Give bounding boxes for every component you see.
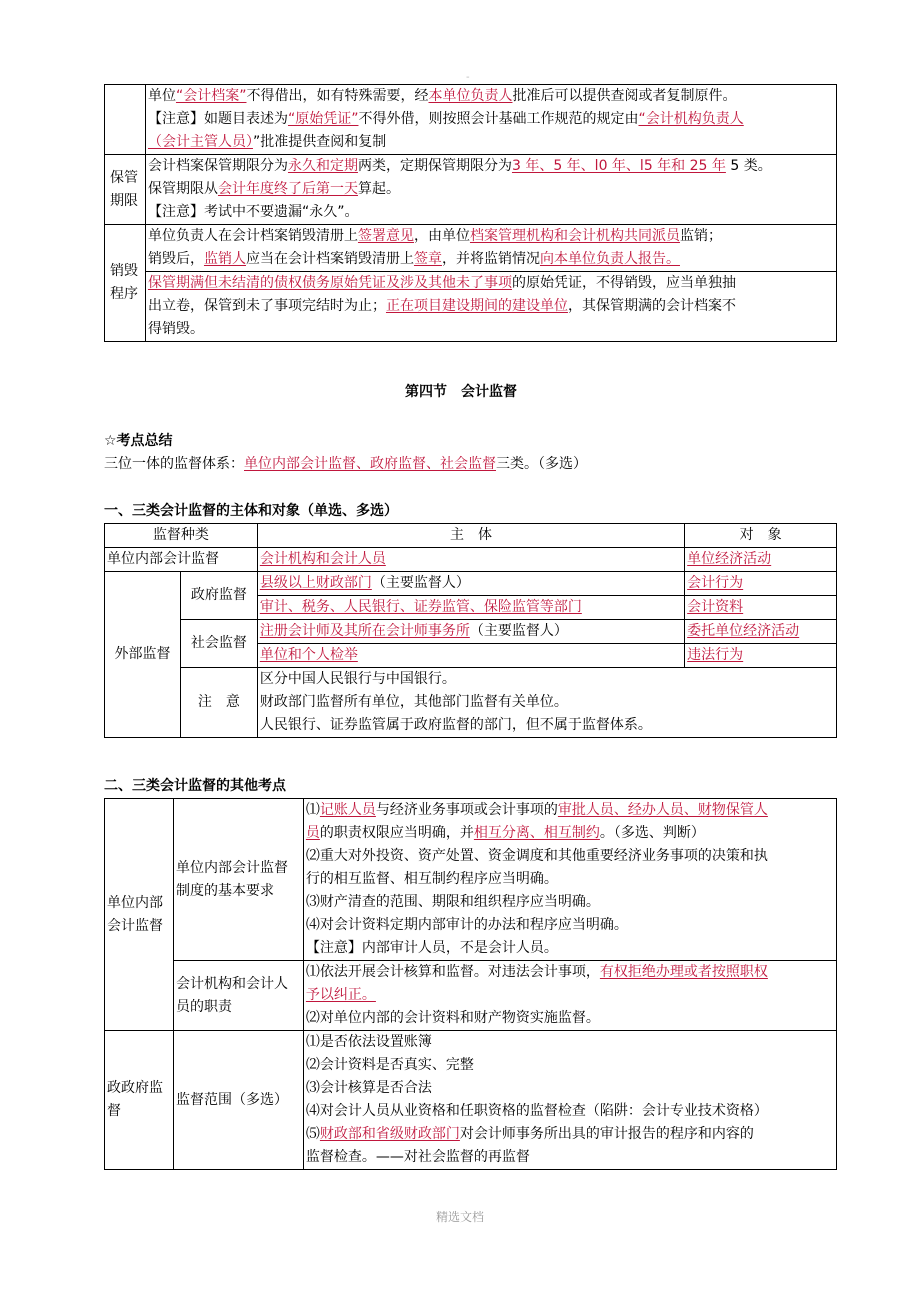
gov-subject-2: 审计、税务、人民银行、证券监管、保险监管等部门 [257, 596, 684, 620]
table-row [105, 961, 837, 1031]
details-table [104, 798, 837, 1170]
soc-label: 社会监督 [180, 620, 257, 668]
header-object: 对 象 [685, 524, 837, 548]
top-mark: - [466, 72, 470, 83]
table-row [105, 155, 837, 225]
footer: 精选文档 [436, 1210, 485, 1224]
duty-label: 会计机构和会计人员的职责 [174, 961, 304, 1031]
section-title: 第四节 会计监督 [405, 384, 517, 400]
destroy-cell: 单位负责人在会计档案销毁清册上签署意见，由单位档案管理机构和会计机构共同派员监销； 销毁后，监销人应当在会计档案销毁清册上签章，并将监销情况向本单位负责人报告。 [145, 225, 836, 272]
internal-type: 单位内部会计监督 [105, 548, 258, 572]
heading-2: 二、三类会计监督的其他考点 [104, 778, 286, 794]
soc-object-1: 委托单位经济活动 [685, 620, 837, 644]
table-row [105, 620, 837, 644]
scope-cell: ⑴是否依法设置账簿 ⑵会计资料是否真实、完整 ⑶会计核算是否合法 ⑷对会计人员从业资格和任职资格的监督检查（陷阱：会计专业技术资格） ⑸财政部和省级财政部门对会计师事务所出具的审计报告的程序和内容的 监督检查。——对社会监督的再监督 [303, 1031, 836, 1170]
table-row [105, 225, 837, 272]
header-type: 监督种类 [105, 524, 258, 548]
table-row [105, 272, 837, 342]
table-row [105, 799, 837, 961]
duty-cell: ⑴依法开展会计核算和监督。对违法会计事项，有权拒绝办理或者按照职权 予以纠正。 ⑵对单位内部的会计资料和财产物资实施监督。 [303, 961, 836, 1031]
soc-object-2: 违法行为 [685, 644, 837, 668]
row-label-destroy: 销毁程序 [105, 225, 146, 342]
supervision-table [104, 523, 837, 738]
heading-1: 一、三类会计监督的主体和对象（单选、多选） [104, 503, 398, 519]
exception-cell: 保管期满但未结清的债权债务原始凭证及涉及其他未了事项的原始凭证，不得销毁，应当单独抽 出立卷，保管到未了事项完结时为止；正在项目建设期间的建设单位，其保管期满的会计档案不 得销毁。 [145, 272, 836, 342]
gov-object-1: 会计行为 [685, 572, 837, 596]
soc-subject-1: 注册会计师及其所在会计师事务所（主要监督人） [257, 620, 684, 644]
soc-subject-2: 单位和个人检举 [257, 644, 684, 668]
gov-subject-1: 县级以上财政部门（主要监督人） [257, 572, 684, 596]
gov-label: 政府监督 [180, 572, 257, 620]
table-row [105, 524, 837, 548]
summary-line: 三位一体的监督体系：单位内部会计监督、政府监督、社会监督三类。（多选） [104, 456, 587, 472]
header-subject: 主 体 [257, 524, 684, 548]
archive-table [104, 84, 837, 342]
system-cell: ⑴记账人员与经济业务事项或会计事项的审批人员、经办人员、财物保管人 员的职责权限应当明确，并相互分离、相互制约。（多选、判断） ⑵重大对外投资、资产处置、资金调度和其他重要经济业务事项的决策和执 行的相互监督、相互制约程序应当明确。 ⑶财产清查的范围、期限和组织程序应当明确。 ⑷对会计资料定期内部审计的办法和程序应当明确。 【注意】内部审计人员，不是会计人员。 [303, 799, 836, 961]
note-label: 注 意 [180, 668, 257, 738]
table-row [105, 548, 837, 572]
internal-subject: 会计机构和会计人员 [257, 548, 684, 572]
table-row [105, 1031, 837, 1170]
gov-label: 政政府监督 [105, 1031, 174, 1170]
internal-label: 单位内部会计监督 [105, 799, 174, 1031]
table-row [105, 572, 837, 596]
external-label: 外部监督 [105, 572, 181, 738]
note-cell: 区分中国人民银行与中国银行。 财政部门监督所有单位，其他部门监督有关单位。 人民银行、证券监管属于政府监督的部门，但不属于监督体系。 [257, 668, 836, 738]
table-row [105, 85, 837, 155]
system-label: 单位内部会计监督制度的基本要求 [174, 799, 304, 961]
retention-cell: 会计档案保管期限分为永久和定期两类，定期保管期限分为3 年、5 年、l0 年、l5 年和 25 年 5 类。 保管期限从会计年度终了后第一天算起。 【注意】考试中不要遗漏“永久”。 [145, 155, 836, 225]
row-label-retention: 保管期限 [105, 155, 146, 225]
gov-object-2: 会计资料 [685, 596, 837, 620]
empty-cell [105, 85, 146, 155]
lending-cell: 单位“会计档案”不得借出，如有特殊需要，经本单位负责人批准后可以提供查阅或者复制原件。 【注意】如题目表述为“原始凭证”不得外借，则按照会计基础工作规范的规定由“会计机构负责人 （会计主管人员）”批准提供查阅和复制 [145, 85, 836, 155]
table-row [105, 668, 837, 738]
summary-title: ☆考点总结 [104, 433, 173, 449]
internal-object: 单位经济活动 [685, 548, 837, 572]
scope-label: 监督范围（多选） [174, 1031, 304, 1170]
